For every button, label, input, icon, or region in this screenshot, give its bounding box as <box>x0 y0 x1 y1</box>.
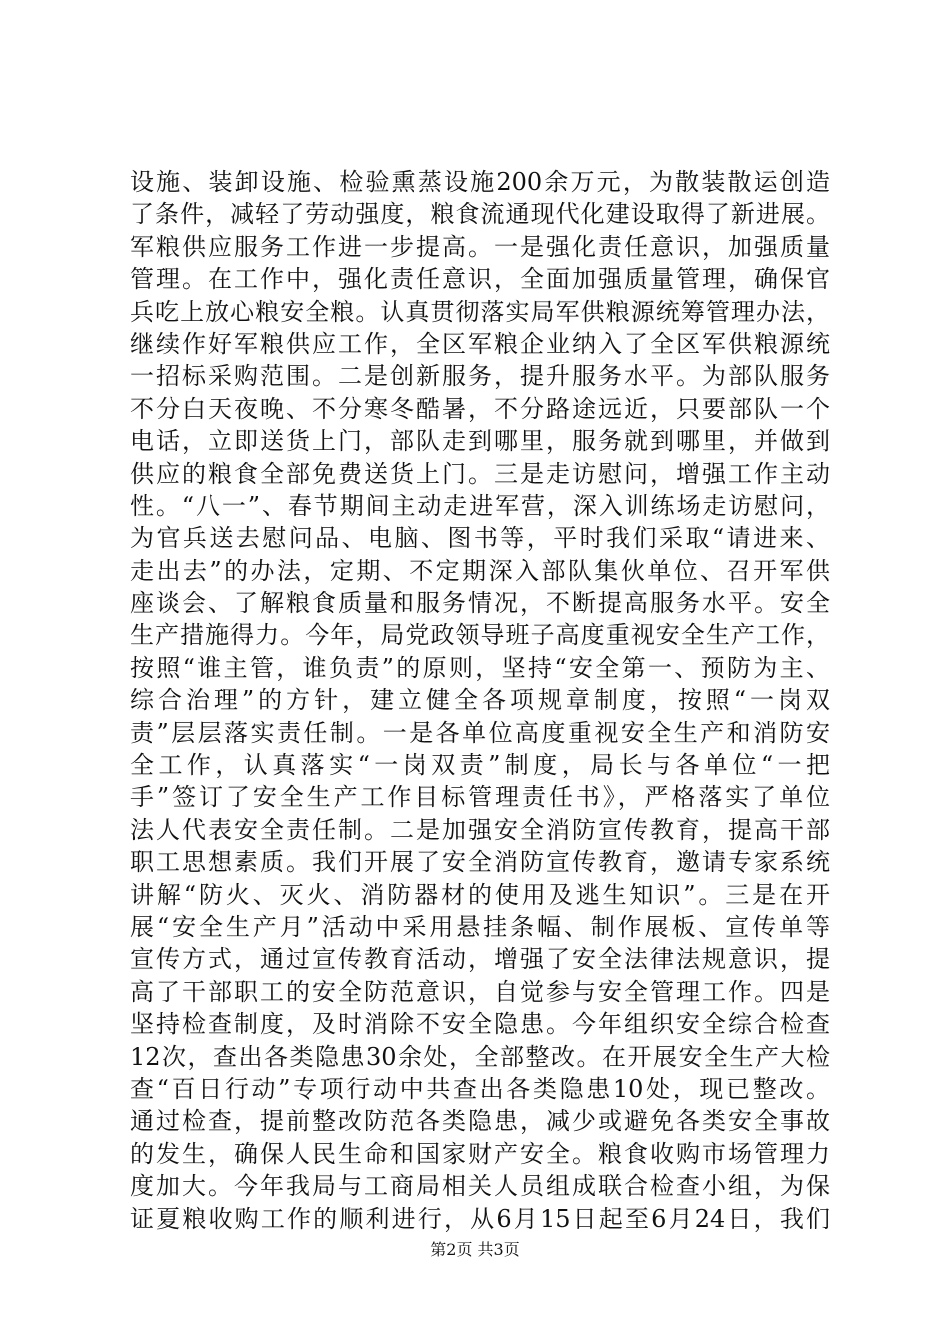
text-line: 设施、装卸设施、检验熏蒸设施200余万元，为散装散运创造 <box>130 168 830 196</box>
text-line: 12次，查出各类隐患30余处，全部整改。在开展安全生产大检 <box>130 1042 830 1071</box>
text-line: 职工思想素质。我们开展了安全消防宣传教育，邀请专家系统 <box>130 848 830 877</box>
text-line: 继续作好军粮供应工作，全区军粮企业纳入了全区军供粮源统 <box>130 329 830 358</box>
text-line: 综合治理”的方针，建立健全各项规章制度，按照“一岗双 <box>130 686 830 715</box>
text-line: 法人代表安全责任制。二是加强安全消防宣传教育，提高干部 <box>130 815 830 844</box>
text-line: 为官兵送去慰问品、电脑、图书等，平时我们采取“请进来、 <box>130 524 830 553</box>
text-line: 宣传方式，通过宣传教育活动，增强了安全法律法规意识，提 <box>130 945 830 974</box>
text-line: 座谈会、了解粮食质量和服务情况，不断提高服务水平。安全 <box>130 589 830 618</box>
text-line: 高了干部职工的安全防范意识，自觉参与安全管理工作。四是 <box>130 977 830 1006</box>
text-line: 电话，立即送货上门，部队走到哪里，服务就到哪里，并做到 <box>130 427 830 456</box>
text-line: 生产措施得力。今年，局党政领导班子高度重视安全生产工作， <box>130 621 830 650</box>
text-line: 度加大。今年我局与工商局相关人员组成联合检查小组，为保 <box>130 1172 830 1201</box>
text-line: 一招标采购范围。二是创新服务，提升服务水平。为部队服务 <box>130 362 830 391</box>
text-line: 证夏粮收购工作的顺利进行，从6月15日起至6月24日，我们 <box>130 1204 830 1233</box>
text-line: 手”签订了安全生产工作目标管理责任书》，严格落实了单位 <box>130 783 830 812</box>
text-line: 军粮供应服务工作进一步提高。一是强化责任意识，加强质量 <box>130 232 830 261</box>
text-line: 责”层层落实责任制。一是各单位高度重视安全生产和消防安 <box>130 718 830 747</box>
text-line: 性。“八一”、春节期间主动走进军营，深入训练场走访慰问， <box>130 491 830 520</box>
text-line: 按照“谁主管，谁负责”的原则，坚持“安全第一、预防为主、 <box>130 653 830 682</box>
text-line: 坚持检查制度，及时消除不安全隐患。今年组织安全综合检查 <box>130 1010 830 1039</box>
text-line: 不分白天夜晚、不分寒冬酷暑，不分路途远近，只要部队一个 <box>130 394 830 423</box>
text-line: 查“百日行动”专项行动中共查出各类隐患10处，现已整改。 <box>130 1074 830 1103</box>
page-number-footer: 第2页 共3页 <box>430 1240 520 1259</box>
text-line: 供应的粮食全部免费送货上门。三是走访慰问，增强工作主动 <box>130 459 830 488</box>
text-line: 讲解“防火、灭火、消防器材的使用及逃生知识”。三是在开 <box>130 880 830 909</box>
text-line: 通过检查，提前整改防范各类隐患，减少或避免各类安全事故 <box>130 1107 830 1136</box>
text-line: 了条件，减轻了劳动强度，粮食流通现代化建设取得了新进展。 <box>130 200 830 229</box>
text-line: 展“安全生产月”活动中采用悬挂条幅、制作展板、宣传单等 <box>130 912 830 941</box>
text-line: 走出去”的办法，定期、不定期深入部队集伙单位、召开军供 <box>130 556 830 585</box>
text-line: 管理。在工作中，强化责任意识，全面加强质量管理，确保官 <box>130 265 830 294</box>
text-line: 全工作，认真落实“一岗双责”制度，局长与各单位“一把 <box>130 751 830 780</box>
text-line: 的发生，确保人民生命和国家财产安全。粮食收购市场管理力 <box>130 1139 830 1168</box>
document-body <box>130 166 830 1235</box>
text-line: 兵吃上放心粮安全粮。认真贯彻落实局军供粮源统筹管理办法， <box>130 297 830 326</box>
